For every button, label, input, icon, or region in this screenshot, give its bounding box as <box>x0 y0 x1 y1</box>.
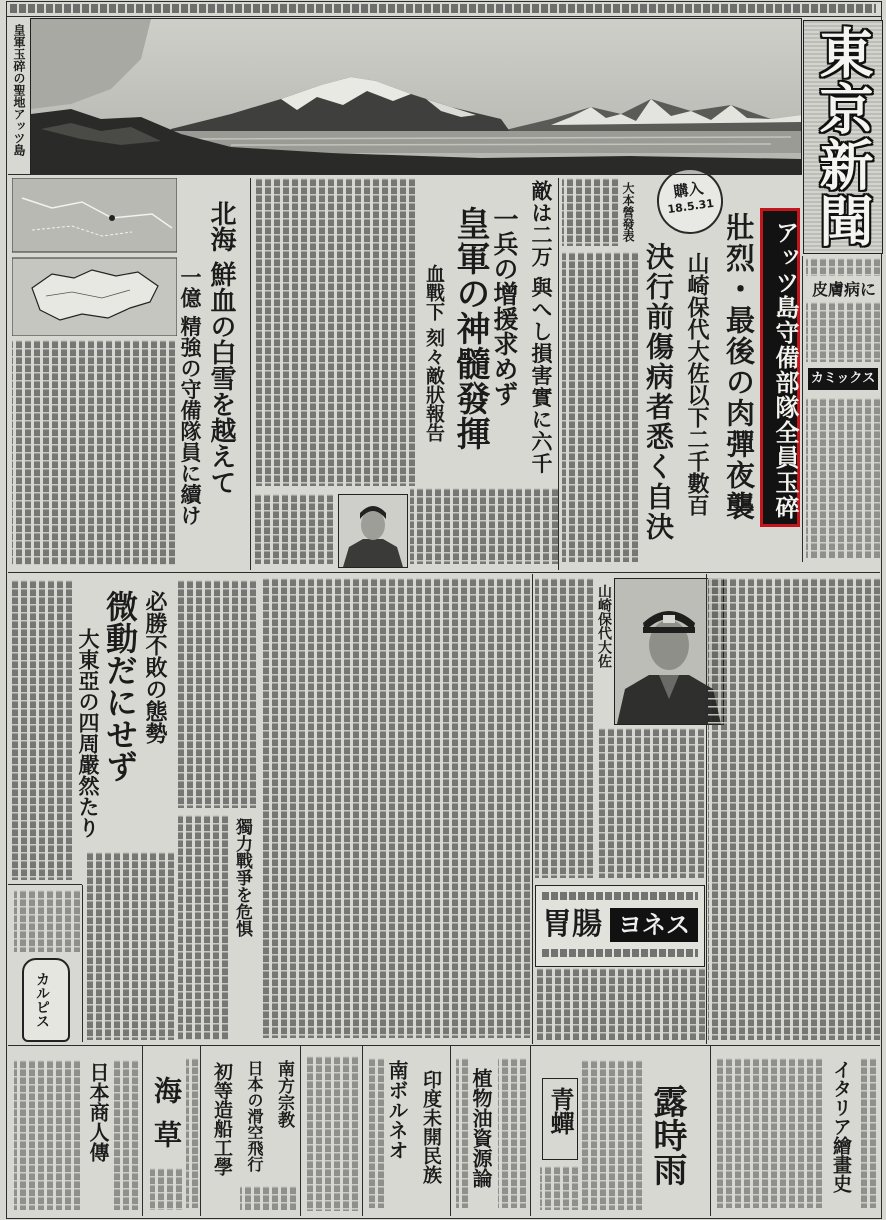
section-rule <box>8 174 802 175</box>
ad-text-block <box>806 398 880 558</box>
second-story-kicker: 敵は二万 與へし損害實に六千 <box>529 180 554 475</box>
book-ad-title: 日本商人傳 <box>86 1062 110 1162</box>
book-ad-title: 印度未開民族 <box>420 1070 442 1184</box>
ad-text-line <box>542 949 698 957</box>
second-story-headline-1: 一兵の增援求めず <box>490 206 519 406</box>
ad-text-block <box>240 1186 296 1210</box>
book-ad-title: 植物油資源論 <box>469 1068 493 1188</box>
fifth-story-headline: 獨力戰爭を危惧 <box>232 818 252 937</box>
lead-source: 大本營發表 <box>621 182 635 242</box>
lead-banner: アッツ島守備部隊全員玉碎 <box>760 208 800 527</box>
body-text-block <box>410 488 558 564</box>
body-text-block <box>535 578 593 878</box>
yonesu-product: 胃腸 <box>542 907 602 942</box>
section-rule <box>8 572 880 573</box>
ad-divider <box>300 1046 301 1216</box>
ad-text-block <box>366 1058 384 1208</box>
column-rule <box>532 574 533 1044</box>
ad-text-block <box>806 258 880 276</box>
ad-divider <box>450 1046 451 1216</box>
body-text-block <box>12 580 72 880</box>
yonesu-brand: ヨネス <box>610 908 698 942</box>
fourth-story-headline: 微動だにせず <box>101 590 139 782</box>
column-rule <box>82 885 83 1042</box>
fourth-story-subhead: 大東亞の四周嚴然たり <box>76 628 101 838</box>
column-rule <box>802 256 803 562</box>
book-ad-title: 初等造船工學 <box>211 1062 233 1176</box>
ad-text-block <box>114 1060 138 1210</box>
ad-text-block <box>716 1058 822 1208</box>
lead-subhead-1: 山崎保代大佐以下二千數百 <box>684 252 710 516</box>
ad-text-block <box>186 1058 198 1208</box>
masthead <box>803 20 883 254</box>
body-text-block <box>708 578 880 1040</box>
section-rule <box>8 1045 880 1046</box>
column-rule <box>706 574 707 1044</box>
ad-divider <box>200 1046 201 1216</box>
body-text-block <box>176 580 256 808</box>
book-ad-title: 海草 <box>150 1076 183 1164</box>
officer-photo <box>338 494 408 568</box>
ad-text-line <box>542 892 698 900</box>
portrait-caption: 山崎保代大佐 <box>596 584 612 668</box>
calpis-ad: カルピス <box>34 972 50 1028</box>
ad-text-block <box>14 890 80 952</box>
stamp-label: 購入 <box>672 179 705 202</box>
body-text-block <box>178 815 228 1040</box>
body-text-block <box>86 852 174 1040</box>
attu-maps <box>12 178 177 336</box>
lead-subhead-2: 決行前傷病者悉く自決 <box>642 242 675 542</box>
ad-divider <box>530 1046 531 1216</box>
body-text-block <box>535 968 705 1040</box>
masthead-title: 東京新聞 <box>811 25 875 249</box>
second-story-headline-2: 皇軍の神髓發揮 <box>450 206 490 451</box>
fourth-story-kicker: 必勝不敗の態勢 <box>142 590 168 744</box>
body-text-block <box>562 252 638 562</box>
column-rule <box>558 178 559 570</box>
ad-text-block <box>498 1058 526 1208</box>
book-ad-title: イタリア繪畫史 <box>830 1060 852 1193</box>
ad-text-block <box>306 1056 358 1211</box>
ad-text-block <box>806 302 880 362</box>
ad-divider <box>710 1046 711 1216</box>
skin-medicine-ad: 皮膚病に <box>812 280 877 299</box>
third-story-subhead: 一億 精強の守備隊員に續け <box>178 266 203 526</box>
attu-island-photo <box>30 18 802 175</box>
body-text-block <box>12 340 175 565</box>
book-ad-title: 日本の滑空飛行 <box>245 1060 264 1172</box>
ad-text-block <box>14 1060 80 1210</box>
ad-divider <box>142 1046 143 1216</box>
ad-text-block <box>456 1058 468 1208</box>
third-story-headline: 北海 鮮血の白雪を越えて <box>206 200 236 496</box>
book-ad-title: 南方宗教 <box>274 1060 294 1128</box>
body-text-block <box>255 494 333 564</box>
ad-text-block <box>540 1166 578 1210</box>
book-ad-title: 青蟬 <box>546 1087 575 1135</box>
ad-text-block <box>858 1058 876 1208</box>
section-rule <box>8 884 82 885</box>
body-text-block <box>262 578 530 1038</box>
column-rule <box>250 178 251 570</box>
top-photo-caption: 皇軍玉碎の聖地アッツ島 <box>12 24 26 156</box>
stamp-date: 18.5.31 <box>666 196 715 217</box>
body-text-block <box>598 728 704 878</box>
header-dateline <box>10 4 876 13</box>
body-text-block <box>255 178 415 486</box>
yonesu-ad <box>535 885 705 967</box>
ad-text-block <box>150 1168 182 1210</box>
body-text-block <box>562 178 618 246</box>
ad-divider <box>362 1046 363 1216</box>
comix-ad: カミックス <box>808 368 878 390</box>
book-ad-title: 南ボルネオ <box>385 1060 409 1160</box>
second-story-subhead: 血戰下 刻々敵狀報告 <box>423 264 445 442</box>
lead-headline: 壯烈・最後の肉彈夜襲 <box>722 212 756 522</box>
book-ad-box <box>542 1078 578 1160</box>
ad-text-block <box>582 1060 642 1210</box>
calpis-bottle <box>22 958 70 1042</box>
book-ad-title: 露時雨 <box>647 1084 687 1186</box>
header-rule <box>6 16 882 17</box>
